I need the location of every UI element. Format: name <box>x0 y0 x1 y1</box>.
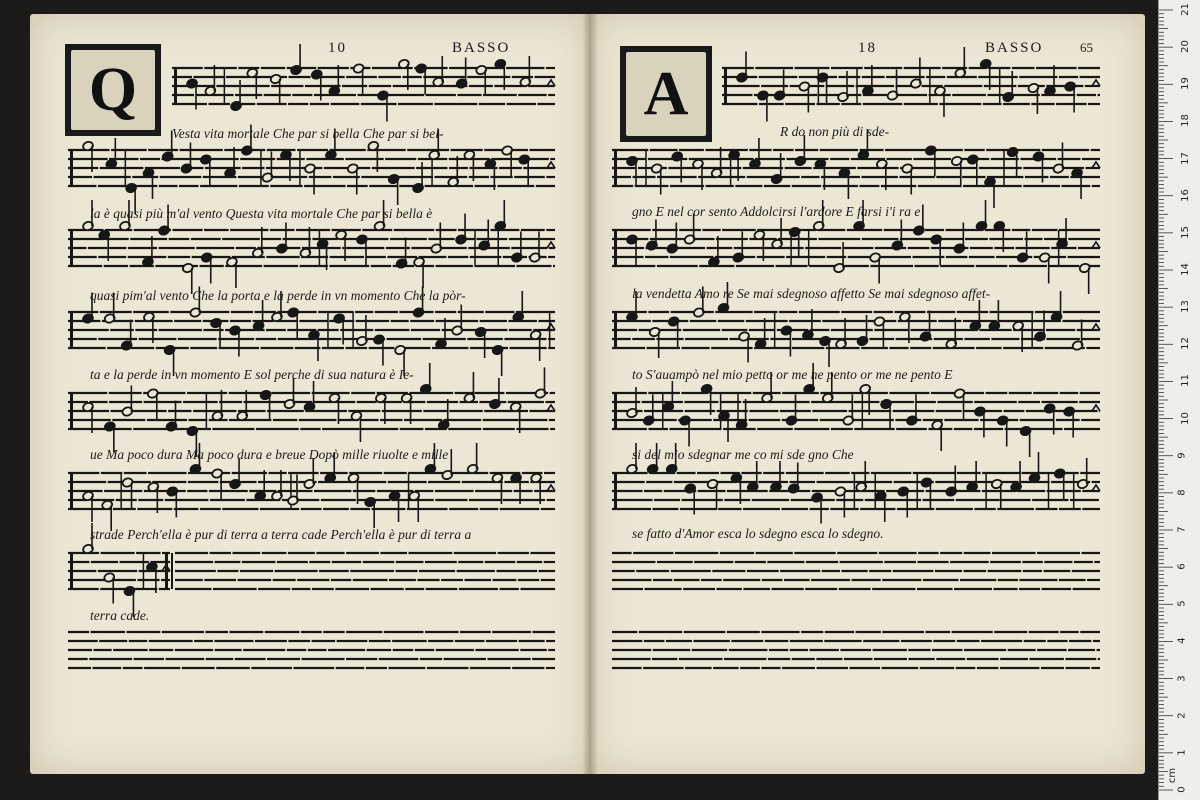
ruler-label: 13 <box>1179 300 1191 314</box>
left-staff-1 <box>172 44 555 122</box>
right-initial-letter: A <box>643 59 689 128</box>
left-lyric-line-3: quasi pim'al vento Che la porta e la perde in vn momento Che la pòr- <box>90 288 466 303</box>
left-lyric-line-6: strade Perch'ella è pur di terra a terra cade Perch'ella è pur di terra a <box>90 527 472 542</box>
left-lyric-line-5: ue Ma poco dura Ma poco dura e breue Dopò mille riuolte e mille <box>90 447 449 462</box>
left-staff-empty-tail <box>175 553 555 589</box>
ruler-label: 7 <box>1176 526 1188 533</box>
ruler-label: 0 <box>1176 786 1188 793</box>
ruler-label: 20 <box>1179 40 1191 54</box>
ruler-label: 8 <box>1176 489 1188 496</box>
ruler-label: 12 <box>1179 337 1191 351</box>
ruler-label: 2 <box>1176 712 1188 719</box>
ruler-label: 16 <box>1179 188 1191 202</box>
left-lyric-line-4: ta e la perde in vn momento E sol perche di sua natura è Ie- <box>90 367 414 382</box>
ruler-label: 19 <box>1179 77 1191 91</box>
right-part-label: BASSO <box>985 40 1044 56</box>
ruler-label: 11 <box>1179 374 1191 388</box>
ruler-label: 9 <box>1176 452 1188 459</box>
right-lyric-line-4: to S'auampò nel mio petto or me ne pento or me ne pento E <box>632 367 953 382</box>
ruler-unit: cm <box>1167 767 1179 784</box>
left-page-number: 10 <box>328 40 347 56</box>
right-staff-1 <box>722 47 1100 122</box>
ruler-label: 3 <box>1176 674 1188 682</box>
left-part-label: BASSO <box>452 40 511 56</box>
right-staff-empty-1 <box>612 553 1100 589</box>
left-lyric-line-1: Vesta vita mortale Che par si bella Che par si bel- <box>172 126 444 141</box>
ruler-label: 14 <box>1179 263 1191 276</box>
ruler-label: 10 <box>1179 411 1191 425</box>
right-page-number: 18 <box>858 40 877 56</box>
left-initial-letter: Q <box>88 55 138 124</box>
ruler-label: 18 <box>1179 114 1191 128</box>
measurement-ruler <box>1158 0 1200 800</box>
ruler-label: 15 <box>1179 225 1191 239</box>
ruler-label: 17 <box>1179 151 1191 165</box>
ruler-label: 4 <box>1176 637 1188 645</box>
ruler-label: 21 <box>1179 3 1191 16</box>
right-staff-empty-2 <box>612 632 1100 668</box>
right-lyric-line-1: R do non più di sde- <box>780 124 890 139</box>
right-staff-2 <box>612 129 1100 208</box>
ruler-label: 1 <box>1176 749 1188 756</box>
right-lyric-line-6: se fatto d'Amor esca lo sdegno esca lo sdegno. <box>632 526 884 541</box>
right-lyric-line-3: la vendetta Amo re Se mai sdegnoso affetto Se mai sdegnoso affet- <box>632 286 991 301</box>
left-lyric-line-7: terra cade. <box>90 608 150 623</box>
left-lyric-line-2: la è quasi più m'al vento Questa vita mortale Che par si bella è <box>90 206 433 221</box>
left-staff-empty-1 <box>68 632 555 668</box>
right-lyric-line-2: gno E nel cor sento Addolcirsi l'ardore E farsi i'i ra e <box>632 204 921 219</box>
ruler-label: 6 <box>1176 563 1188 570</box>
right-lyric-line-5: si del mio sdegnar me co mi sde gno Che <box>632 447 854 462</box>
ruler-label: 5 <box>1176 600 1188 607</box>
right-folio-mark: 65 <box>1080 40 1093 55</box>
